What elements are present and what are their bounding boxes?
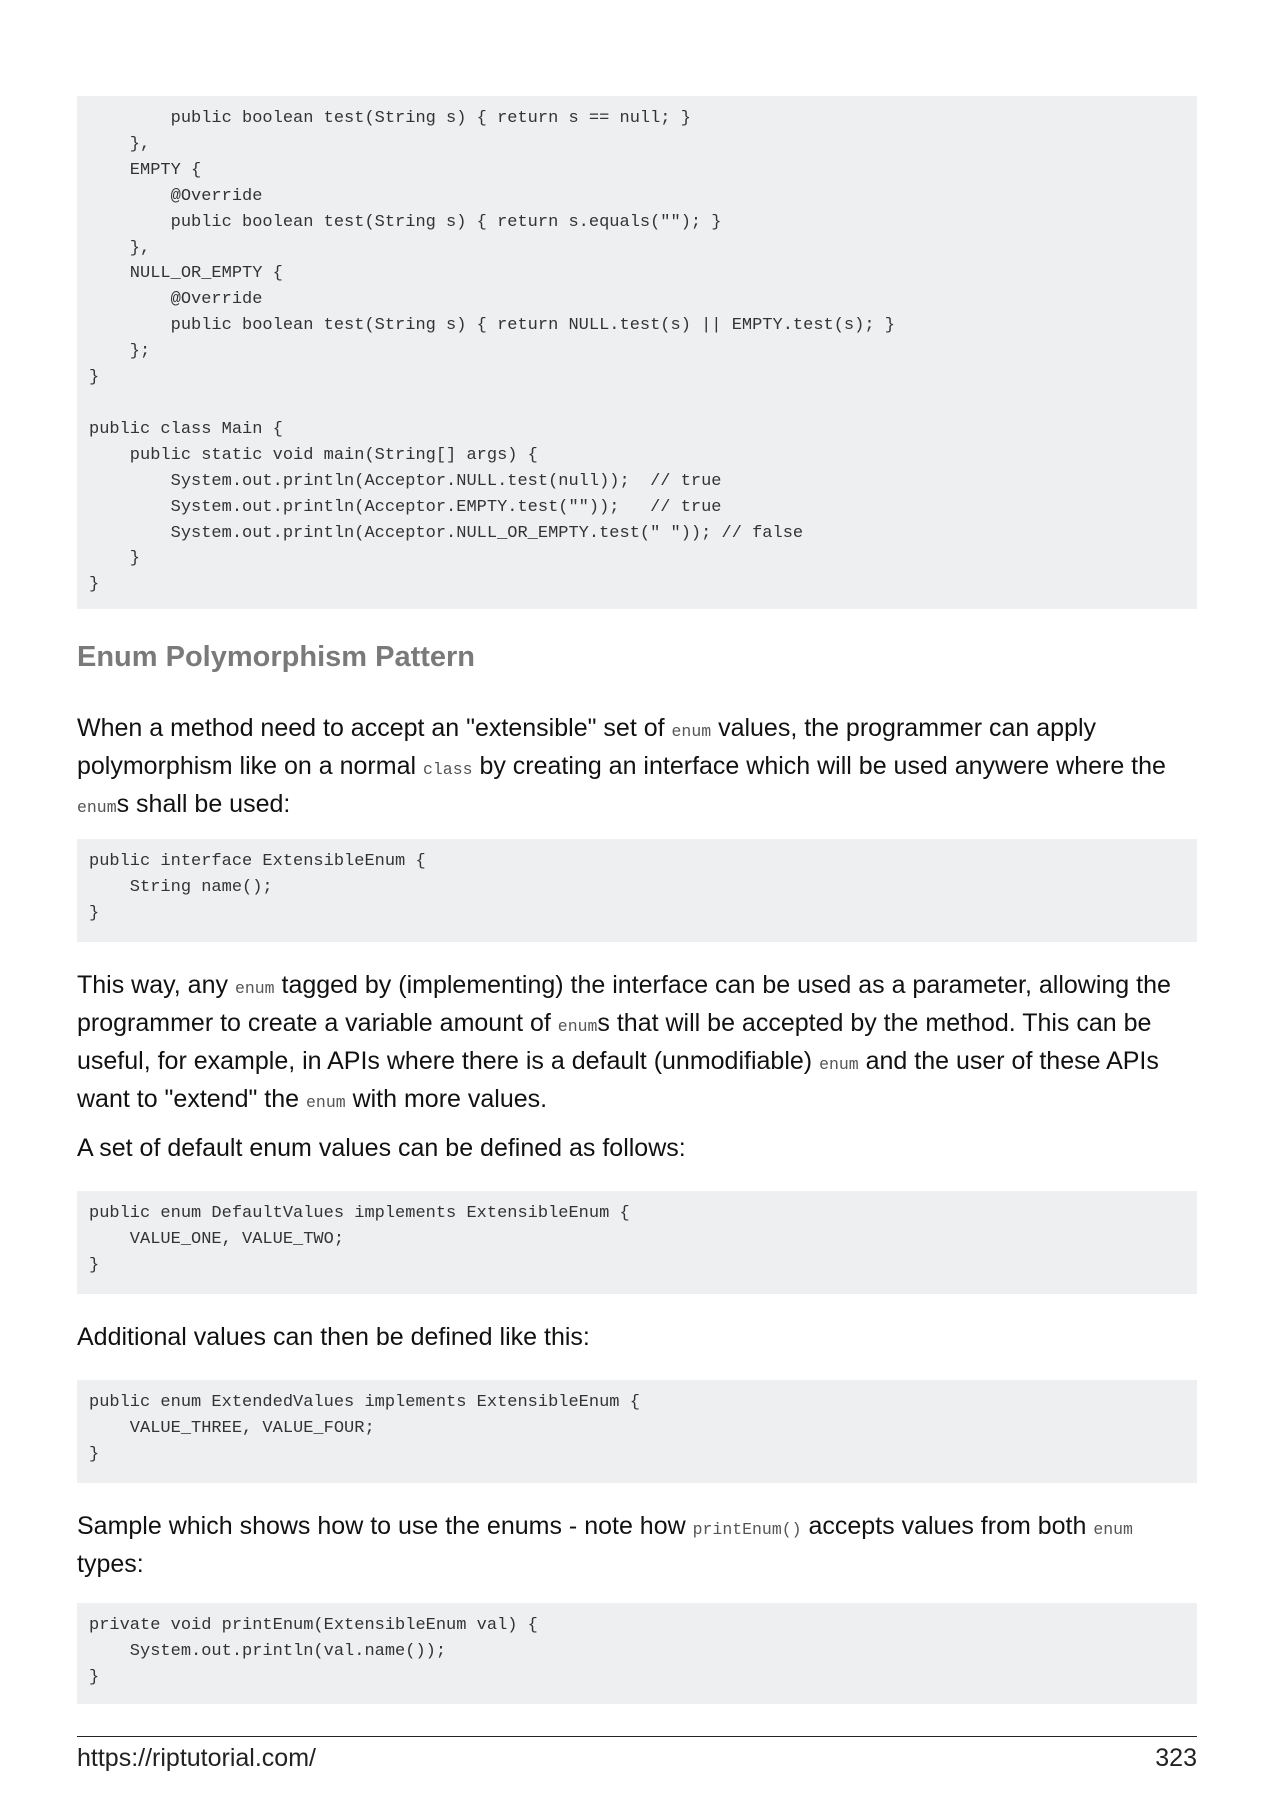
page-footer <box>77 1736 1197 1773</box>
footer-url[interactable]: https://riptutorial.com/ <box>77 1744 316 1772</box>
page-number: 323 <box>1155 1744 1197 1772</box>
code-block-default-values: public enum DefaultValues implements ExtensibleEnum { VALUE_ONE, VALUE_TWO; } <box>77 1191 1197 1294</box>
text: This way, any <box>77 971 235 999</box>
text: Sample which shows how to use the enums - note how <box>77 1512 693 1540</box>
paragraph-additional-values: Additional values can then be defined like this: <box>77 1323 590 1351</box>
text: and the user of these APIs want to "extend" the <box>77 1047 1159 1113</box>
text: s that will be accepted by the method. This can be useful, for example, in APIs where there is a default (unmodifiable) <box>77 1009 1152 1075</box>
inline-code: enum <box>671 722 712 741</box>
text: types: <box>77 1550 144 1578</box>
inline-code: enum <box>557 1017 598 1036</box>
text: accepts values from both <box>801 1512 1094 1540</box>
paragraph-explanation <box>77 968 1197 1120</box>
inline-code: enum <box>1093 1520 1133 1539</box>
code-block-extended-values: public enum ExtendedValues implements ExtensibleEnum { VALUE_THREE, VALUE_FOUR; } <box>77 1380 1197 1483</box>
code-block-print-enum: private void printEnum(ExtensibleEnum val) { System.out.println(val.name()); } <box>77 1603 1197 1704</box>
text: tagged by (implementing) the interface can be used as a parameter, allowing the programmer to create a variable amount of <box>77 971 1171 1037</box>
text: values, the programmer can apply polymorphism like on a normal <box>77 714 1097 780</box>
paragraph-default-values: A set of default enum values can be defined as follows: <box>77 1134 686 1162</box>
inline-code: class <box>422 760 473 779</box>
inline-code: enum <box>77 798 117 817</box>
text: When a method need to accept an "extensible" set of <box>77 714 672 742</box>
section-heading: Enum Polymorphism Pattern <box>77 641 476 673</box>
paragraph-sample <box>77 1509 1197 1581</box>
inline-code: enum <box>306 1093 346 1112</box>
text: s shall be used: <box>116 790 291 818</box>
text: by creating an interface which will be used anywere where the <box>472 752 1166 780</box>
paragraph-intro <box>77 711 1197 825</box>
inline-code: printEnum() <box>692 1520 802 1539</box>
code-block-enum-acceptor: public boolean test(String s) { return s == null; } }, EMPTY { @Override public boolean test(String s) { return s.equals(""); } }, NULL_OR_EMPTY { @Override public boolean test(String s) { return NULL.test(s) || EMPTY.test(s); } }; } public class Main { public static void main(String[] args) { System.out.println(Acceptor.NULL.test(null)); // true System.out.println(Acceptor.EMPTY.test("")); // true System.out.println(Acceptor.NULL_OR_EMPTY.test(" ")); // false } } <box>77 96 1197 609</box>
text: with more values. <box>345 1085 548 1113</box>
code-block-interface: public interface ExtensibleEnum { String name(); } <box>77 839 1197 942</box>
inline-code: enum <box>234 979 275 998</box>
inline-code: enum <box>819 1055 859 1074</box>
